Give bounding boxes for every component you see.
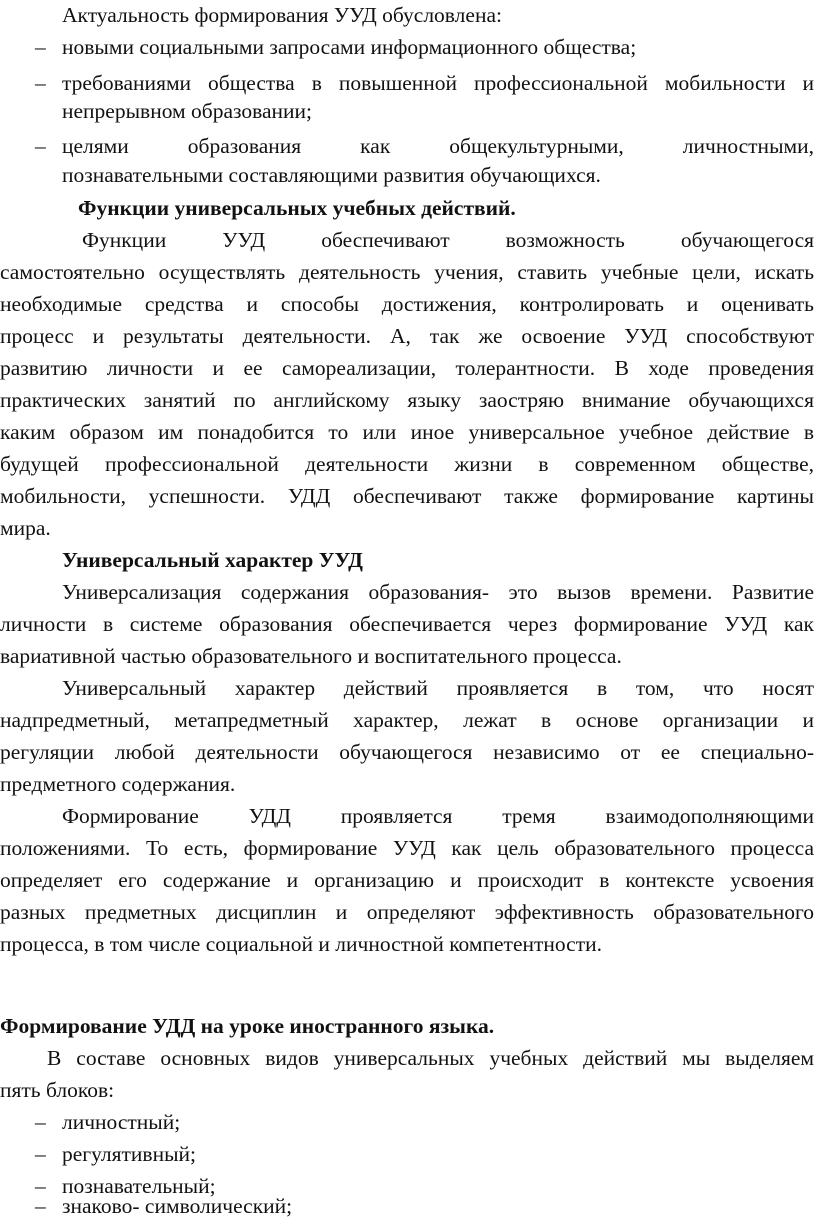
intro-item-cont: непрерывном образовании; — [62, 99, 313, 123]
block-item: знаково- символический; — [62, 1194, 293, 1218]
paragraph-line: каким образом им понадобится то или иное универсальное учебное действие в — [0, 420, 814, 444]
intro-item: новыми социальными запросами информационного общества; — [62, 35, 637, 59]
paragraph-line: процесс и результаты деятельности. А, так же освоение УУД способствуют — [0, 324, 814, 348]
paragraph-line: Функции УУД обеспечивают возможность обучающегося — [82, 228, 814, 252]
paragraph-line: практических занятий по английскому языку заостряю внимание обучающихся — [0, 388, 814, 412]
paragraph-line: положениями. То есть, формирование УУД как цель образовательного процесса — [0, 836, 814, 860]
block-item: регулятивный; — [62, 1142, 197, 1166]
paragraph-line: Формирование УДД проявляется тремя взаимодополняющими — [62, 804, 814, 828]
paragraph-line: вариативной частью образовательного и воспитательного процесса. — [0, 644, 622, 668]
intro-item: целями образования как общекультурными, личностными, — [62, 134, 814, 158]
section-heading-universal: Универсальный характер УУД — [62, 548, 363, 572]
list-dash: – — [35, 35, 46, 59]
intro-item-cont: познавательными составляющими развития обучающихся. — [62, 163, 601, 187]
block-item: личностный; — [62, 1110, 181, 1134]
intro-item: требованиями общества в повышенной профессиональной мобильности и — [62, 71, 814, 95]
paragraph-line: надпредметный, метапредметный характер, лежат в основе организации и — [0, 708, 814, 732]
list-dash: – — [35, 134, 46, 158]
paragraph-line: процесса, в том числе социальной и личностной компетентности. — [0, 932, 602, 956]
paragraph-line: развитию личности и ее самореализации, толерантности. В ходе проведения — [0, 356, 814, 380]
paragraph-line: определяет его содержание и организацию и происходит в контексте усвоения — [0, 868, 814, 892]
paragraph-line: личности в системе образования обеспечивается через формирование УУД как — [0, 612, 814, 636]
paragraph-line: будущей профессиональной деятельности жизни в современном обществе, — [0, 452, 814, 476]
paragraph-line: разных предметных дисциплин и определяют эффективность образовательного — [0, 900, 814, 924]
paragraph-line: предметного содержания. — [0, 772, 236, 796]
paragraph-line: пять блоков: — [0, 1078, 115, 1102]
block-item: познавательный; — [62, 1174, 216, 1198]
list-dash: – — [35, 1174, 46, 1198]
paragraph-line: мира. — [0, 516, 51, 540]
paragraph-line: В составе основных видов универсальных учебных действий мы выделяем — [47, 1046, 814, 1070]
paragraph-line: необходимые средства и способы достижения, контролировать и оценивать — [0, 292, 814, 316]
paragraph-line: Универсальный характер действий проявляется в том, что носят — [62, 676, 814, 700]
intro-line: Актуальность формирования УУД обусловлена: — [62, 3, 502, 27]
list-dash: – — [35, 71, 46, 95]
section-heading-lesson: Формирование УДД на уроке иностранного языка. — [0, 1014, 495, 1038]
paragraph-line: мобильности, успешности. УДД обеспечивают также формирование картины — [0, 484, 814, 508]
paragraph-line: регуляции любой деятельности обучающегося независимо от ее специально- — [0, 740, 814, 764]
list-dash: – — [35, 1194, 46, 1218]
paragraph-line: Универсализация содержания образования- это вызов времени. Развитие — [62, 580, 814, 604]
paragraph-line: самостоятельно осуществлять деятельность учения, ставить учебные цели, искать — [0, 260, 814, 284]
section-heading-functions: Функции универсальных учебных действий. — [78, 196, 516, 220]
list-dash: – — [35, 1110, 46, 1134]
list-dash: – — [35, 1142, 46, 1166]
